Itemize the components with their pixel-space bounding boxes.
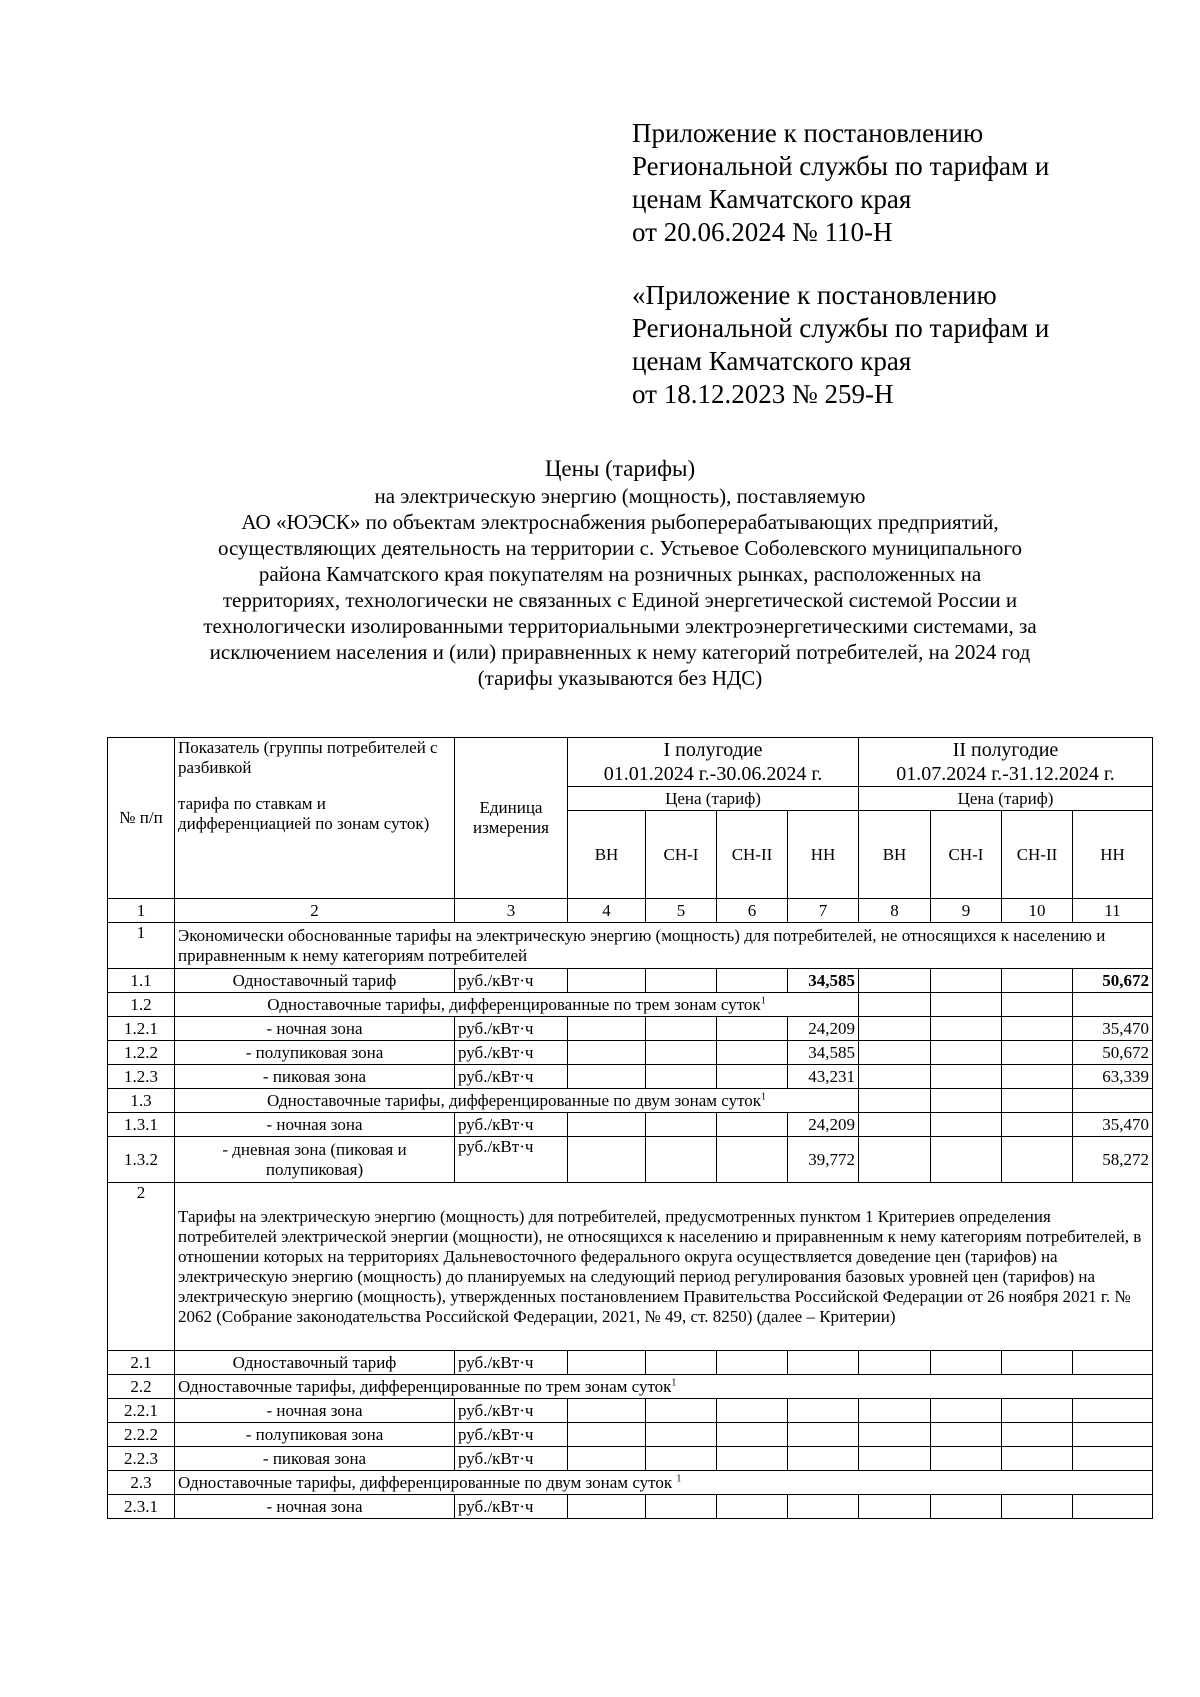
table-row <box>108 1471 1153 1495</box>
table-row <box>108 1351 1153 1375</box>
row-value-h1-nn: 39,772 <box>788 1137 859 1183</box>
section-row <box>108 923 1153 969</box>
appendix-line: ценам Камчатского края <box>632 346 912 376</box>
footnote-mark: 1 <box>760 994 766 1006</box>
table-row <box>108 1399 1153 1423</box>
header-level: СН-II <box>717 811 788 899</box>
footnote-mark: 1 <box>671 1376 677 1388</box>
appendix-line: «Приложение к постановлению <box>632 280 997 310</box>
row-name: - ночная зона <box>175 1495 455 1519</box>
appendix-line: Приложение к постановлению <box>632 118 984 148</box>
row-value-h2-nn: 50,672 <box>1073 969 1153 993</box>
row-unit: руб./кВт·ч <box>455 1017 568 1041</box>
row-name: - ночная зона <box>175 1017 455 1041</box>
row-unit: руб./кВт·ч <box>455 1351 568 1375</box>
col-number: 1 <box>108 899 175 923</box>
header-num: № п/п <box>108 738 175 899</box>
table-row <box>108 1017 1153 1041</box>
title-line: АО «ЮЭСК» по объектам электроснабжения рыбоперерабатывающих предприятий, <box>241 510 999 534</box>
row-num: 1.3 <box>108 1089 175 1113</box>
half1-title: I полугодие <box>663 739 763 761</box>
row-num: 1.2 <box>108 993 175 1017</box>
row-value-h2-nn: 63,339 <box>1073 1065 1153 1089</box>
table-row <box>108 1375 1153 1399</box>
section-num: 2 <box>108 1183 175 1351</box>
table-row <box>108 1041 1153 1065</box>
row-name: Одноставочный тариф <box>175 969 455 993</box>
table-row <box>108 1137 1153 1183</box>
row-group-name: Одноставочные тарифы, дифференцированные по трем зонам суток$^1$ <box>175 1375 1153 1399</box>
row-num: 2.1 <box>108 1351 175 1375</box>
col-number: 3 <box>455 899 568 923</box>
header-indicator <box>175 738 455 899</box>
section-title: Экономически обоснованные тарифы на электрическую энергию (мощность) для потребителей, не относящихся к населению и приравненным к нему категориям потребителей <box>175 923 1153 969</box>
section-row <box>108 1183 1153 1351</box>
appendix-line: от 20.06.2024 № 110-Н <box>632 217 893 247</box>
row-num: 1.2.2 <box>108 1041 175 1065</box>
header-level: СН-II <box>1002 811 1073 899</box>
row-value-h2-nn: 50,672 <box>1073 1041 1153 1065</box>
row-group-name: Одноставочные тарифы, дифференцированные по трем зонам суток$^1$ <box>175 993 859 1017</box>
table-header-row <box>108 738 1153 763</box>
col-number: 6 <box>717 899 788 923</box>
header-unit: Единица измерения <box>455 738 568 899</box>
table-row <box>108 969 1153 993</box>
header-level: СН-I <box>931 811 1002 899</box>
row-num: 1.1 <box>108 969 175 993</box>
col-number: 11 <box>1073 899 1153 923</box>
row-name: - пиковая зона <box>175 1065 455 1089</box>
footnote-mark: 1 <box>676 1472 682 1484</box>
row-unit: руб./кВт·ч <box>455 1447 568 1471</box>
title-line: на электрическую энергию (мощность), поставляемую <box>374 484 866 508</box>
row-num: 1.3.1 <box>108 1113 175 1137</box>
row-num: 2.2 <box>108 1375 175 1399</box>
row-value-h1-nn: 24,209 <box>788 1113 859 1137</box>
section-num: 1 <box>108 923 175 969</box>
row-name: - полупиковая зона <box>175 1423 455 1447</box>
half1-dates: 01.01.2024 г.-30.06.2024 г. <box>603 763 823 785</box>
title-line: осуществляющих деятельность на территории с. Устьевое Соболевского муниципального <box>217 536 1023 560</box>
row-value-h2-nn: 58,272 <box>1073 1137 1153 1183</box>
col-number: 8 <box>859 899 931 923</box>
col-number: 2 <box>175 899 455 923</box>
footnote-mark: 1 <box>761 1090 767 1102</box>
header-indicator-line1: Показатель (группы потребителей с разбивкой <box>178 738 438 777</box>
row-value-h2-nn: 35,470 <box>1073 1017 1153 1041</box>
title-line: района Камчатского края покупателям на розничных рынках, расположенных на <box>258 562 982 586</box>
tariff-table <box>107 737 1153 1519</box>
header-level: НН <box>788 811 859 899</box>
row-value-h1-nn: 24,209 <box>788 1017 859 1041</box>
row-group-name: Одноставочные тарифы, дифференцированные по двум зонам суток $^1$ <box>175 1471 1153 1495</box>
document-title <box>100 455 1140 691</box>
col-number: 7 <box>788 899 859 923</box>
table-row <box>108 1113 1153 1137</box>
header-price-half1: Цена (тариф) <box>568 787 859 811</box>
row-unit: руб./кВт·ч <box>455 1113 568 1137</box>
row-value-h2-nn: 35,470 <box>1073 1113 1153 1137</box>
appendix-line: Региональной службы по тарифам и <box>632 313 1050 343</box>
row-unit: руб./кВт·ч <box>455 1399 568 1423</box>
col-number: 5 <box>646 899 717 923</box>
title-line: территориях, технологически не связанных с Единой энергетической системой России и <box>222 588 1018 612</box>
row-name: Одноставочный тариф <box>175 1351 455 1375</box>
row-num: 2.3.1 <box>108 1495 175 1519</box>
table-row <box>108 1065 1153 1089</box>
title-line: (тарифы указываются без НДС) <box>477 666 763 690</box>
row-name: - полупиковая зона <box>175 1041 455 1065</box>
row-name: - пиковая зона <box>175 1447 455 1471</box>
half2-dates: 01.07.2024 г.-31.12.2024 г. <box>896 763 1115 785</box>
row-num: 2.2.1 <box>108 1399 175 1423</box>
row-unit: руб./кВт·ч <box>455 1495 568 1519</box>
row-num: 2.3 <box>108 1471 175 1495</box>
table-row <box>108 1423 1153 1447</box>
title-line: технологически изолированными территориальными электроэнергетическими системами, за <box>203 614 1037 638</box>
appendix-line: Региональной службы по тарифам и <box>632 151 1050 181</box>
half2-title: II полугодие <box>952 739 1059 761</box>
row-value-h1-nn: 34,585 <box>788 1041 859 1065</box>
row-group-name: Одноставочные тарифы, дифференцированные по двум зонам суток$^1$ <box>175 1089 859 1113</box>
header-level: ВН <box>568 811 646 899</box>
table-row <box>108 1089 1153 1113</box>
row-num: 2.2.3 <box>108 1447 175 1471</box>
header-price-half2: Цена (тариф) <box>859 787 1153 811</box>
row-num: 1.2.1 <box>108 1017 175 1041</box>
row-num: 1.2.3 <box>108 1065 175 1089</box>
row-value-h1-nn: 34,585 <box>788 969 859 993</box>
row-num: 2.2.2 <box>108 1423 175 1447</box>
row-unit: руб./кВт·ч <box>455 969 568 993</box>
appendix-line: от 18.12.2023 № 259-Н <box>632 379 894 409</box>
header-half1 <box>568 738 859 787</box>
row-value-h1-nn: 43,231 <box>788 1065 859 1089</box>
header-level: ВН <box>859 811 931 899</box>
header-indicator-line2: тарифа по ставкам и дифференциацией по зонам суток) <box>178 794 430 833</box>
table-row <box>108 1447 1153 1471</box>
column-numbers-row <box>108 899 1153 923</box>
col-number: 10 <box>1002 899 1073 923</box>
col-number: 9 <box>931 899 1002 923</box>
table-row <box>108 993 1153 1017</box>
row-unit: руб./кВт·ч <box>455 1065 568 1089</box>
row-name: - дневная зона (пиковая и полупиковая) <box>175 1137 455 1183</box>
row-name: - ночная зона <box>175 1113 455 1137</box>
header-level: НН <box>1073 811 1153 899</box>
row-unit: руб./кВт·ч <box>455 1423 568 1447</box>
appendix-current-resolution <box>632 117 1152 249</box>
row-num: 1.3.2 <box>108 1137 175 1183</box>
header-half2 <box>859 738 1153 787</box>
col-number: 4 <box>568 899 646 923</box>
row-unit: руб./кВт·ч <box>455 1137 568 1183</box>
appendix-line: ценам Камчатского края <box>632 184 912 214</box>
header-level: СН-I <box>646 811 717 899</box>
title-line: исключением населения и (или) приравненных к нему категорий потребителей, на 2024 год <box>209 640 1031 664</box>
section-title: Тарифы на электрическую энергию (мощность) для потребителей, предусмотренных пунктом 1 Критериев определения потребителей электрической энергии (мощности), не относящихся к населению и приравненным к нему категориям потребителей, в отношении которых на территориях Дальневосточного федерального округа осуществляется доведение цен (тарифов) на электрическую энергию (мощность) до планируемых на следующий период регулирования базовых уровней цен (тарифов) на электрическую энергию (мощность), утвержденных постановлением Правительства Российской Федерации от 26 ноября 2021 г. № 2062 (Собрание законодательства Российской Федерации, 2021, № 49, ст. 8250) (далее – Критерии) <box>175 1183 1153 1351</box>
title-line: Цены (тарифы) <box>544 456 696 481</box>
appendix-previous-resolution <box>632 279 1152 411</box>
table-row <box>108 1495 1153 1519</box>
row-name: - ночная зона <box>175 1399 455 1423</box>
row-unit: руб./кВт·ч <box>455 1041 568 1065</box>
